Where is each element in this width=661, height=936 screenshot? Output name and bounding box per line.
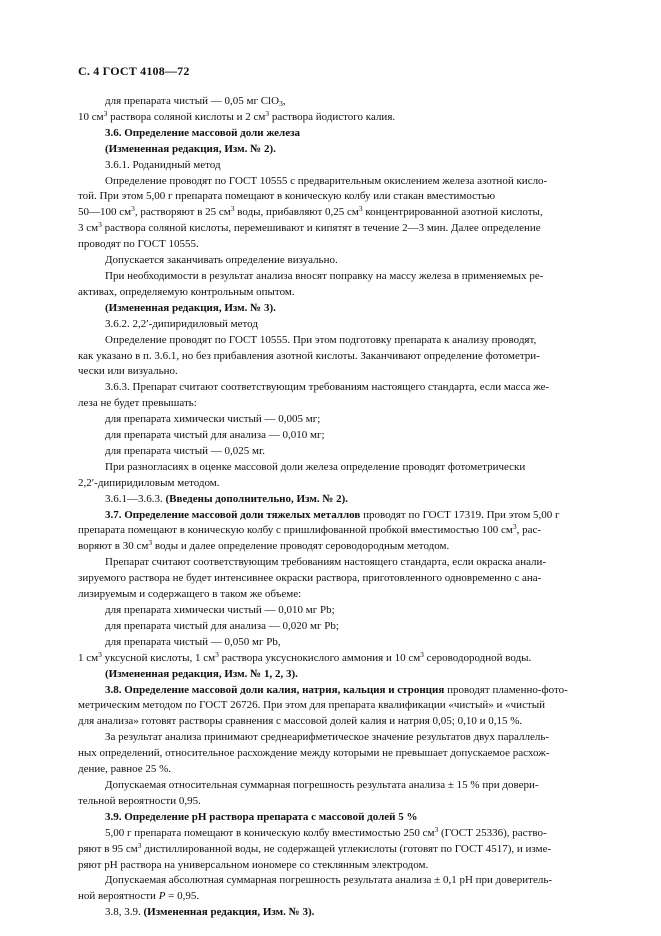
text-line: лизируемым и содержащего в таком же объеме: xyxy=(78,588,302,601)
text-line: Допускаемая абсолютная суммарная погрешность результата анализа ± 0,1 pH при доверитель- xyxy=(105,874,553,887)
subsection-heading: 3.6.2. 2,2′-дипиридиловый метод xyxy=(105,317,258,330)
document-body xyxy=(78,94,616,921)
text-line: При необходимости в результат анализа вносят поправку на массу железа в применяемых ре- xyxy=(105,269,544,282)
list-item: для препарата чистый для анализа — 0,010 мг; xyxy=(105,429,325,442)
text-line: ряют в 95 $см^3$ дистиллированной воды, не содержащей углекислоты (готовят по ГОСТ 4517), и изме- xyxy=(78,840,552,855)
text-line: метрическим методом по ГОСТ 26726. При этом для препарата квалификации «чистый» и «чистый xyxy=(78,699,546,712)
text-line: леза не будет превышать: xyxy=(78,397,197,410)
text-line: 3.6.3. Препарат считают соответствующим требованиям настоящего стандарта, если масса же- xyxy=(105,381,550,394)
text-line: тельной вероятности 0,95. xyxy=(78,794,201,807)
text-line: За результат анализа принимают среднеарифметическое значение результатов двух параллель- xyxy=(105,731,550,744)
revision-note: (Измененная редакция, Изм. № 1, 2, 3). xyxy=(105,667,298,680)
text-line: проводят по ГОСТ 10555. xyxy=(78,238,199,251)
revision-note: 3.8, 3.9. (Измененная редакция, Изм. № 3). xyxy=(105,906,315,919)
text-line: ных определений, относительное расхождение между которыми не превышает допускаемое расхож- xyxy=(78,747,550,760)
text-line: зируемого раствора не будет интенсивнее окраски раствора, приготовленного одновременно с ана- xyxy=(78,572,542,585)
revision-note: (Измененная редакция, Изм. № 2). xyxy=(105,142,276,155)
page-header: С. 4 ГОСТ 4108—72 xyxy=(78,64,190,78)
text-line: Допускаемая относительная суммарная погрешность результата анализа ± 15 % при довери- xyxy=(105,778,539,791)
text-line: дение, равное 25 %. xyxy=(78,763,172,776)
text-line: Определение проводят по ГОСТ 10555. При этом подготовку препарата к анализу проводят, xyxy=(105,333,537,346)
text-line: препарата помещают в коническую колбу с пришлифованной пробкой вместимостью 100 $см^3$, рас- xyxy=(78,522,542,537)
text-line: 1 $см^3$ уксусной кислоты, 1 $см^3$ раствора уксуснокислого аммония и 10 $см^3$ сероводородной воды. xyxy=(78,649,532,664)
text-line: воряют в 30 $см^3$ воды и далее определение проводят сероводородным методом. xyxy=(78,538,450,553)
section-heading: 3.8. Определение массовой доли калия, натрия, кальция и стронция проводят пламенно-фото- xyxy=(105,683,568,696)
subsection-heading: 3.6.1. Роданидный метод xyxy=(105,158,221,171)
list-item: для препарата чистый — 0,050 мг Pb, xyxy=(105,635,281,648)
section-heading: 3.7. Определение массовой доли тяжелых металлов проводят по ГОСТ 17319. При этом 5,00 г xyxy=(105,508,560,521)
text-line: 3 $см^3$ раствора соляной кислоты, перемешивают и кипятят в течение 2—3 мин. Далее определение xyxy=(78,220,541,235)
text-line: Определение проводят по ГОСТ 10555 с предварительным окислением железа азотной кисло- xyxy=(105,174,548,187)
text-line: Допускается заканчивать определение визуально. xyxy=(105,254,338,267)
list-item: для препарата химически чистый — 0,010 мг Pb; xyxy=(105,604,335,616)
text-line: той. При этом 5,00 г препарата помещают в коническую колбу или стакан вместимостью xyxy=(78,190,496,203)
text-line: ной вероятности P = 0,95. xyxy=(78,890,200,903)
text-line: 2,2′-дипиридиловым методом. xyxy=(78,476,220,489)
text-line: Препарат считают соответствующим требованиям настоящего стандарта, если окраска анали- xyxy=(105,556,547,569)
text-line: как указано в п. 3.6.1, но без прибавления азотной кислоты. Заканчивают определение фотометри- xyxy=(78,349,540,362)
list-item: для препарата чистый для анализа — 0,020 мг Pb; xyxy=(105,619,339,632)
section-heading: 3.6. Определение массовой доли железа xyxy=(105,126,301,139)
list-item: для препарата химически чистый — 0,005 мг; xyxy=(105,413,321,426)
text-line: 10 $см^3$ раствора соляной кислоты и 2 $см^3$ раствора йодистого калия. xyxy=(78,108,396,123)
section-heading: 3.9. Определение pH раствора препарата с массовой долей 5 % xyxy=(105,810,418,823)
revision-note: 3.6.1—3.6.3. (Введены дополнительно, Изм. № 2). xyxy=(105,492,349,505)
text-line: для анализа» готовят растворы сравнения с массовой долей калия и натрия 0,05; 0,10 и 0,15 %. xyxy=(78,715,523,728)
text-line: активах, определяемую контрольным опытом. xyxy=(78,285,295,298)
text-line: для препарата чистый — 0,05 мг ClO$_3$, xyxy=(105,95,286,108)
revision-note: (Измененная редакция, Изм. № 3). xyxy=(105,301,276,314)
text-line: чески или визуально. xyxy=(78,365,178,378)
text-line: ряют pH раствора на универсальном иономере со стеклянным электродом. xyxy=(78,858,429,871)
text-line: При разногласиях в оценке массовой доли железа определение проводят фотометрически xyxy=(105,460,526,473)
text-line: 50—100 $см^3$, растворяют в 25 $см^3$ воды, прибавляют 0,25 $см^3$ концентрированной азотной кислоты, xyxy=(78,204,543,219)
list-item: для препарата чистый — 0,025 мг. xyxy=(105,444,265,457)
text-line: 5,00 г препарата помещают в коническую колбу вместимостью 250 $см^3$ (ГОСТ 25336), раство- xyxy=(105,824,547,839)
